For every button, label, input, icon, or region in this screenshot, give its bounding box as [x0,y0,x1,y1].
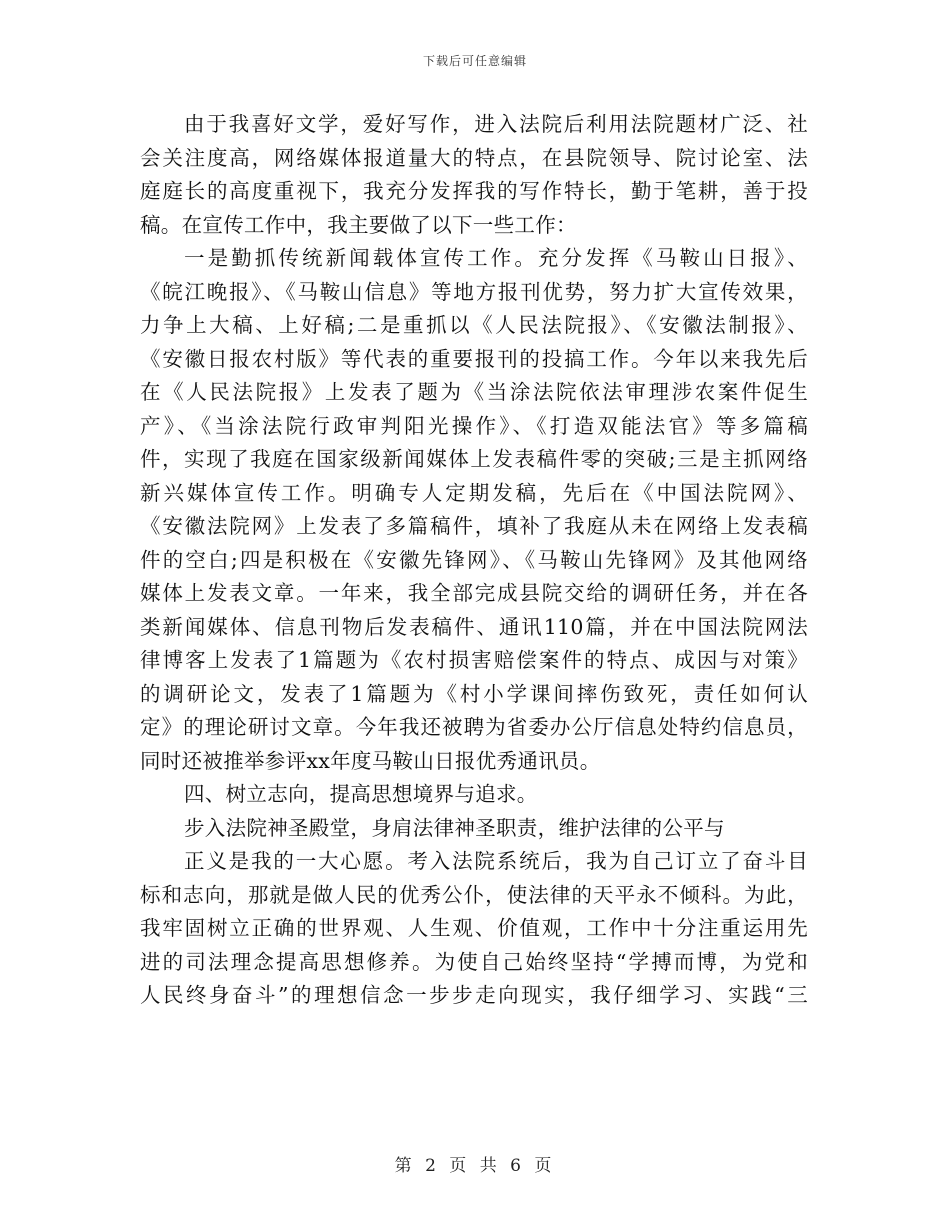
text-line: 庭庭长的高度重视下，我充分发挥我的写作特长，勤于笔耕，善于投 [140,179,808,203]
text-line: 正义是我的一大心愿。考入法院系统后，我为自己订立了奋斗目 [184,849,808,873]
text-line: 件的空白;四是积极在《安徽先锋网》、《马鞍山先锋网》及其他网络 [140,547,808,572]
text-line: 定》的理论研讨文章。今年我还被聘为省委办公厅信息处特约信息员， [140,715,808,739]
text-line: 步入法院神圣殿堂，身肩法律神圣职责，维护法律的公平与 [184,815,725,840]
text-line: 标和志向，那就是做人民的优秀公仆，使法律的天平永不倾科。为此， [140,882,808,907]
text-line: 的调研论文，发表了1篇题为《村小学课间摔伤致死，责任如何认 [140,681,808,706]
text-line: 由于我喜好文学，爱好写作，进入法院后利用法院题材广泛、社 [184,112,808,136]
text-line: 新兴媒体宣传工作。明确专人定期发稿，先后在《中国法院网》、 [140,480,808,505]
text-line: 力争上大稿、上好稿;二是重抓以《人民法院报》、《安徽法制报》、 [140,313,808,337]
page-header-note: 下载后可任意编辑 [422,54,527,68]
text-line: 产》、《当涂法院行政审判阳光操作》、《打造双能法官》等多篇稿 [140,413,808,438]
document-body [140,108,808,1013]
text-line: 媒体上发表文章。一年来，我全部完成县院交给的调研任务，并在各 [140,581,808,605]
text-line: 一是勤抓传统新闻载体宣传工作。充分发挥《马鞍山日报》、 [184,246,808,270]
section-heading: 四、树立志向，提高思想境界与追求。 [184,782,538,806]
text-line: 《安徽日报农村版》等代表的重要报刊的投搞工作。今年以来我先后 [140,346,808,371]
text-line: 《安徽法院网》上发表了多篇稿件，填补了我庭从未在网络上发表稿 [140,514,808,538]
text-line: 进的司法理念提高思想修养。为使自己始终坚持“学搏而博，为党和 [140,949,808,974]
text-line: 《皖江晚报》、《马鞍山信息》等地方报刊优势，努力扩大宣传效果， [140,279,808,304]
text-line: 我牢固树立正确的世界观、人生观、价值观，工作中十分注重运用先 [140,916,808,940]
text-line: 人民终身奋斗”的理想信念一步步走向现实，我仔细学习、实践“三 [140,983,808,1007]
text-line: 稿。在宣传工作中，我主要做了以下一些工作： [140,212,577,237]
text-line: 会关注度高，网络媒体报道量大的特点，在县院领导、院讨论室、法 [140,145,808,170]
text-line: 在《人民法院报》上发表了题为《当涂法院依法审理涉农案件促生 [140,380,808,404]
text-line: 类新闻媒体、信息刊物后发表稿件、通讯110篇，并在中国法院网法 [140,614,808,639]
text-line: 同时还被推举参评xx年度马鞍山日报优秀通讯员。 [140,748,601,773]
page-number: 第 2 页 共 6 页 [394,1156,556,1176]
text-line: 件，实现了我庭在国家级新闻媒体上发表稿件零的突破;三是主抓网络 [140,447,808,471]
text-line: 律博客上发表了1篇题为《农村损害赔偿案件的特点、成因与对策》 [140,648,808,672]
